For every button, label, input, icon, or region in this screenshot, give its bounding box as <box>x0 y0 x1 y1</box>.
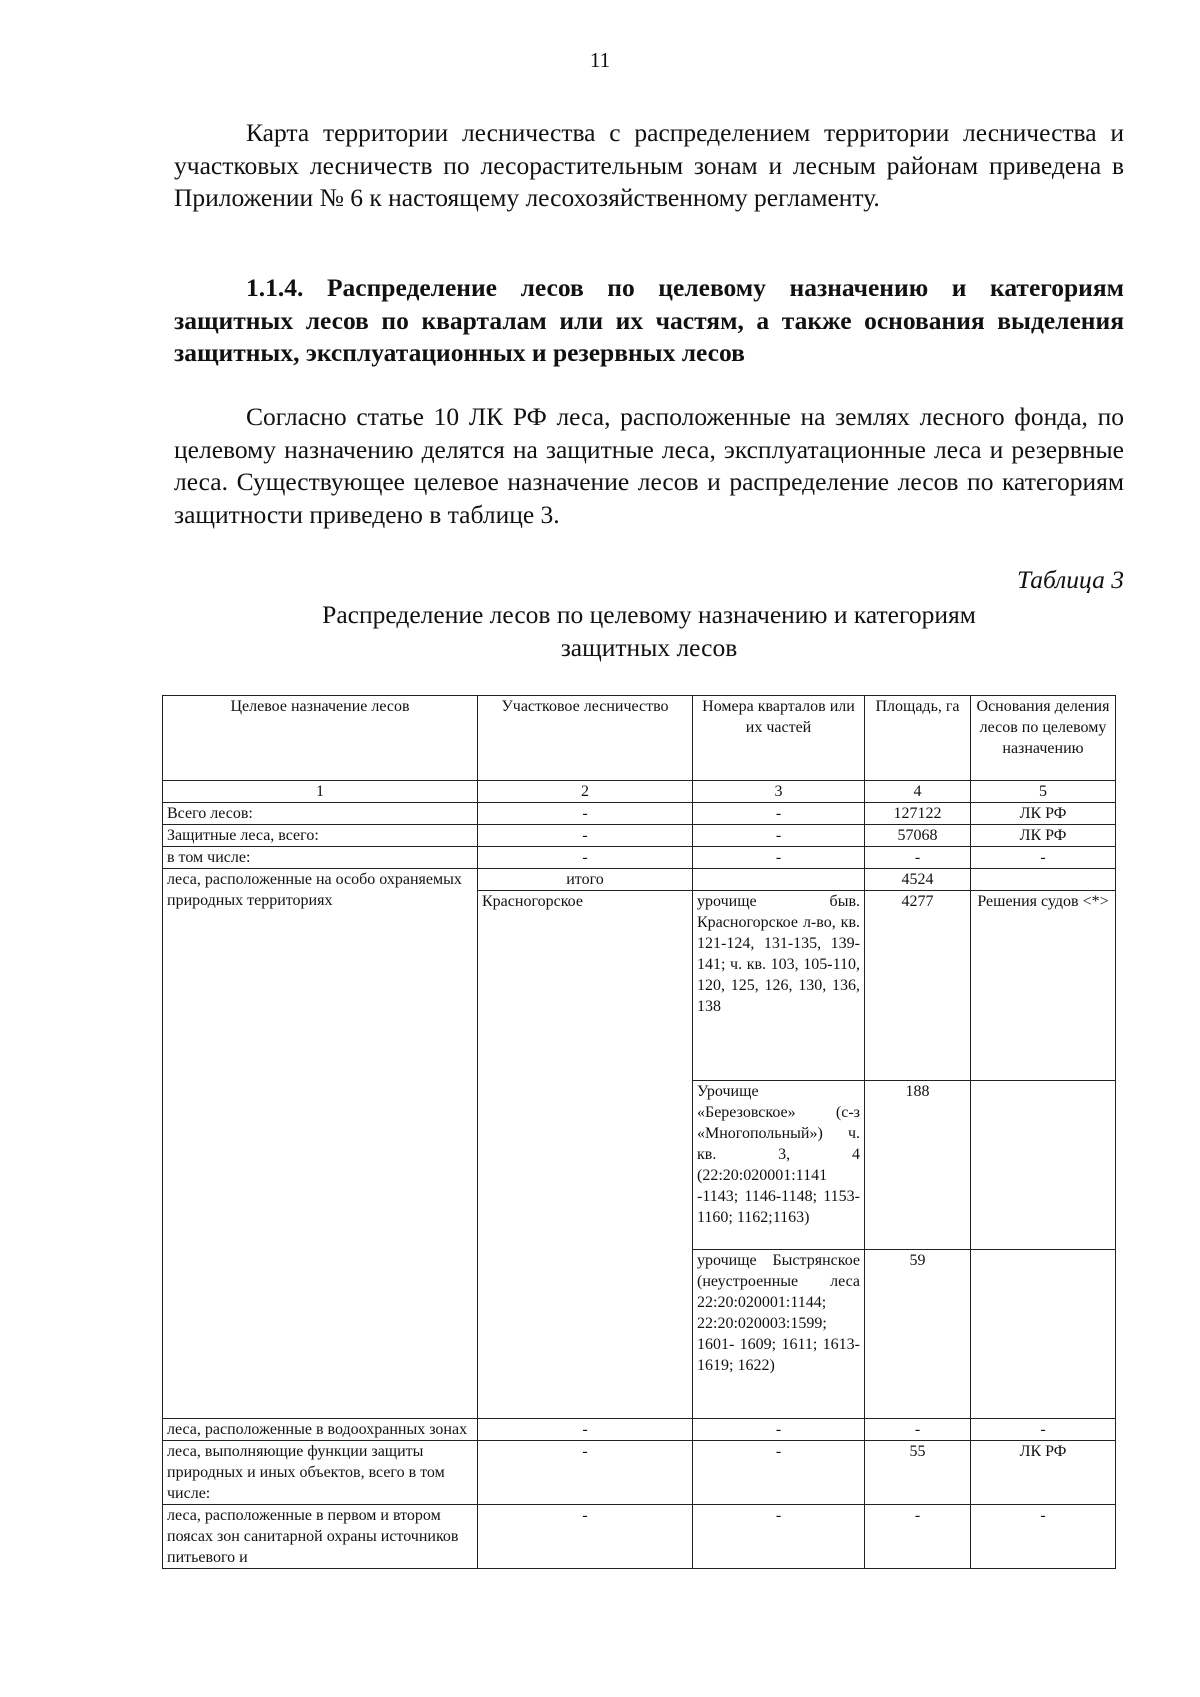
column-number: 4 <box>865 781 971 803</box>
cell-area: 57068 <box>865 825 971 847</box>
cell-purpose: Всего лесов: <box>163 803 478 825</box>
table-row <box>163 803 1116 825</box>
cell-forestry: - <box>478 1441 693 1505</box>
cell-purpose: леса, расположенные в водоохранных зонах <box>163 1419 478 1441</box>
column-number: 5 <box>971 781 1116 803</box>
cell-quarters: - <box>693 1505 865 1569</box>
cell-quarters: - <box>693 1419 865 1441</box>
cell-forestry-krasnogorskoe: Красногорское <box>478 891 693 1419</box>
cell-basis: ЛК РФ <box>971 825 1116 847</box>
cell-area: - <box>865 1505 971 1569</box>
table-row <box>163 1505 1116 1569</box>
table-title-line-2: защитных лесов <box>560 632 738 662</box>
cell-area: 4524 <box>865 869 971 891</box>
table-header-row <box>163 696 1116 781</box>
cell-basis: - <box>971 847 1116 869</box>
cell-area: 188 <box>865 1081 971 1250</box>
table-row <box>163 1441 1116 1505</box>
column-number: 3 <box>693 781 865 803</box>
header-area: Площадь, га <box>865 696 971 781</box>
cell-area: 55 <box>865 1441 971 1505</box>
cell-area: 127122 <box>865 803 971 825</box>
table-row <box>163 1419 1116 1441</box>
table-row <box>163 825 1116 847</box>
cell-basis <box>971 1250 1116 1419</box>
table-title <box>174 599 1124 664</box>
cell-area: - <box>865 1419 971 1441</box>
cell-quarters: Урочище «Березовское» (с-з «Многопольный») ч. кв. 3, 4 (22:20:020001:1141 -1143; 1146-1148; 1153-1160; 1162;1163) <box>693 1081 865 1250</box>
table-row-oopt-total <box>163 869 1116 891</box>
header-quarters: Номера кварталов или их частей <box>693 696 865 781</box>
cell-forestry: - <box>478 825 693 847</box>
cell-forestry: - <box>478 847 693 869</box>
body-paragraph: Согласно статье 10 ЛК РФ леса, расположенные на землях лесного фонда, по целевому назначению делятся на защитные леса, эксплуатационные леса и резервные леса. Существующее целевое назначение лесов и распределение лесов по категориям защитности приведено в таблице 3. <box>174 402 1124 529</box>
cell-quarters: - <box>693 847 865 869</box>
table-row <box>163 847 1116 869</box>
cell-basis: Решения судов <*> <box>971 891 1116 1081</box>
cell-quarters: - <box>693 803 865 825</box>
section-heading: 1.1.4. Распределение лесов по целевому назначению и категориям защитных лесов по кварталам или их частям, а также основания выделения защитных, эксплуатационных и резервных лесов <box>174 273 1124 367</box>
cell-basis: ЛК РФ <box>971 1441 1116 1505</box>
cell-basis: ЛК РФ <box>971 803 1116 825</box>
header-purpose: Целевое назначение лесов <box>163 696 478 781</box>
cell-basis: - <box>971 1505 1116 1569</box>
cell-itogo: итого <box>478 869 693 891</box>
page-number: 11 <box>589 48 611 72</box>
cell-quarters-empty <box>693 869 865 891</box>
cell-forestry: - <box>478 803 693 825</box>
table-number-row <box>163 781 1116 803</box>
header-forestry: Участковое лесничество <box>478 696 693 781</box>
cell-quarters: урочище быв. Красногорское л-во, кв. 121-124, 131-135, 139-141; ч. кв. 103, 105-110, 120, 125, 126, 130, 136, 138 <box>693 891 865 1081</box>
table-title-line-1: Распределение лесов по целевому назначению и категориям <box>322 600 976 629</box>
intro-paragraph: Карта территории лесничества с распределением территории лесничества и участковых лесничеств по лесорастительным зонам и лесным районам приведена в Приложении № 6 к настоящему лесохозяйственному регламенту. <box>174 118 1124 212</box>
table-label: Таблица 3 <box>1016 565 1124 594</box>
cell-basis <box>971 1081 1116 1250</box>
cell-purpose: леса, выполняющие функции защиты природных и иных объектов, всего в том числе: <box>163 1441 478 1505</box>
cell-basis: - <box>971 1419 1116 1441</box>
cell-purpose: Защитные леса, всего: <box>163 825 478 847</box>
cell-purpose-oopt: леса, расположенные на особо охраняемых природных территориях <box>163 869 478 1419</box>
cell-purpose: в том числе: <box>163 847 478 869</box>
cell-quarters: - <box>693 1441 865 1505</box>
column-number: 1 <box>163 781 478 803</box>
cell-area: 59 <box>865 1250 971 1419</box>
column-number: 2 <box>478 781 693 803</box>
cell-area: - <box>865 847 971 869</box>
cell-quarters: - <box>693 825 865 847</box>
forest-distribution-table <box>162 695 1116 1569</box>
cell-purpose: леса, расположенные в первом и втором поясах зон санитарной охраны источников питьевого и <box>163 1505 478 1569</box>
cell-forestry: - <box>478 1505 693 1569</box>
cell-forestry: - <box>478 1419 693 1441</box>
cell-quarters: урочище Быстрянское (неустроенные леса 22:20:020001:1144; 22:20:020003:1599; 1601- 1609; 1611; 1613-1619; 1622) <box>693 1250 865 1419</box>
cell-area: 4277 <box>865 891 971 1081</box>
cell-basis-empty <box>971 869 1116 891</box>
header-basis: Основания деления лесов по целевому назначению <box>971 696 1116 781</box>
